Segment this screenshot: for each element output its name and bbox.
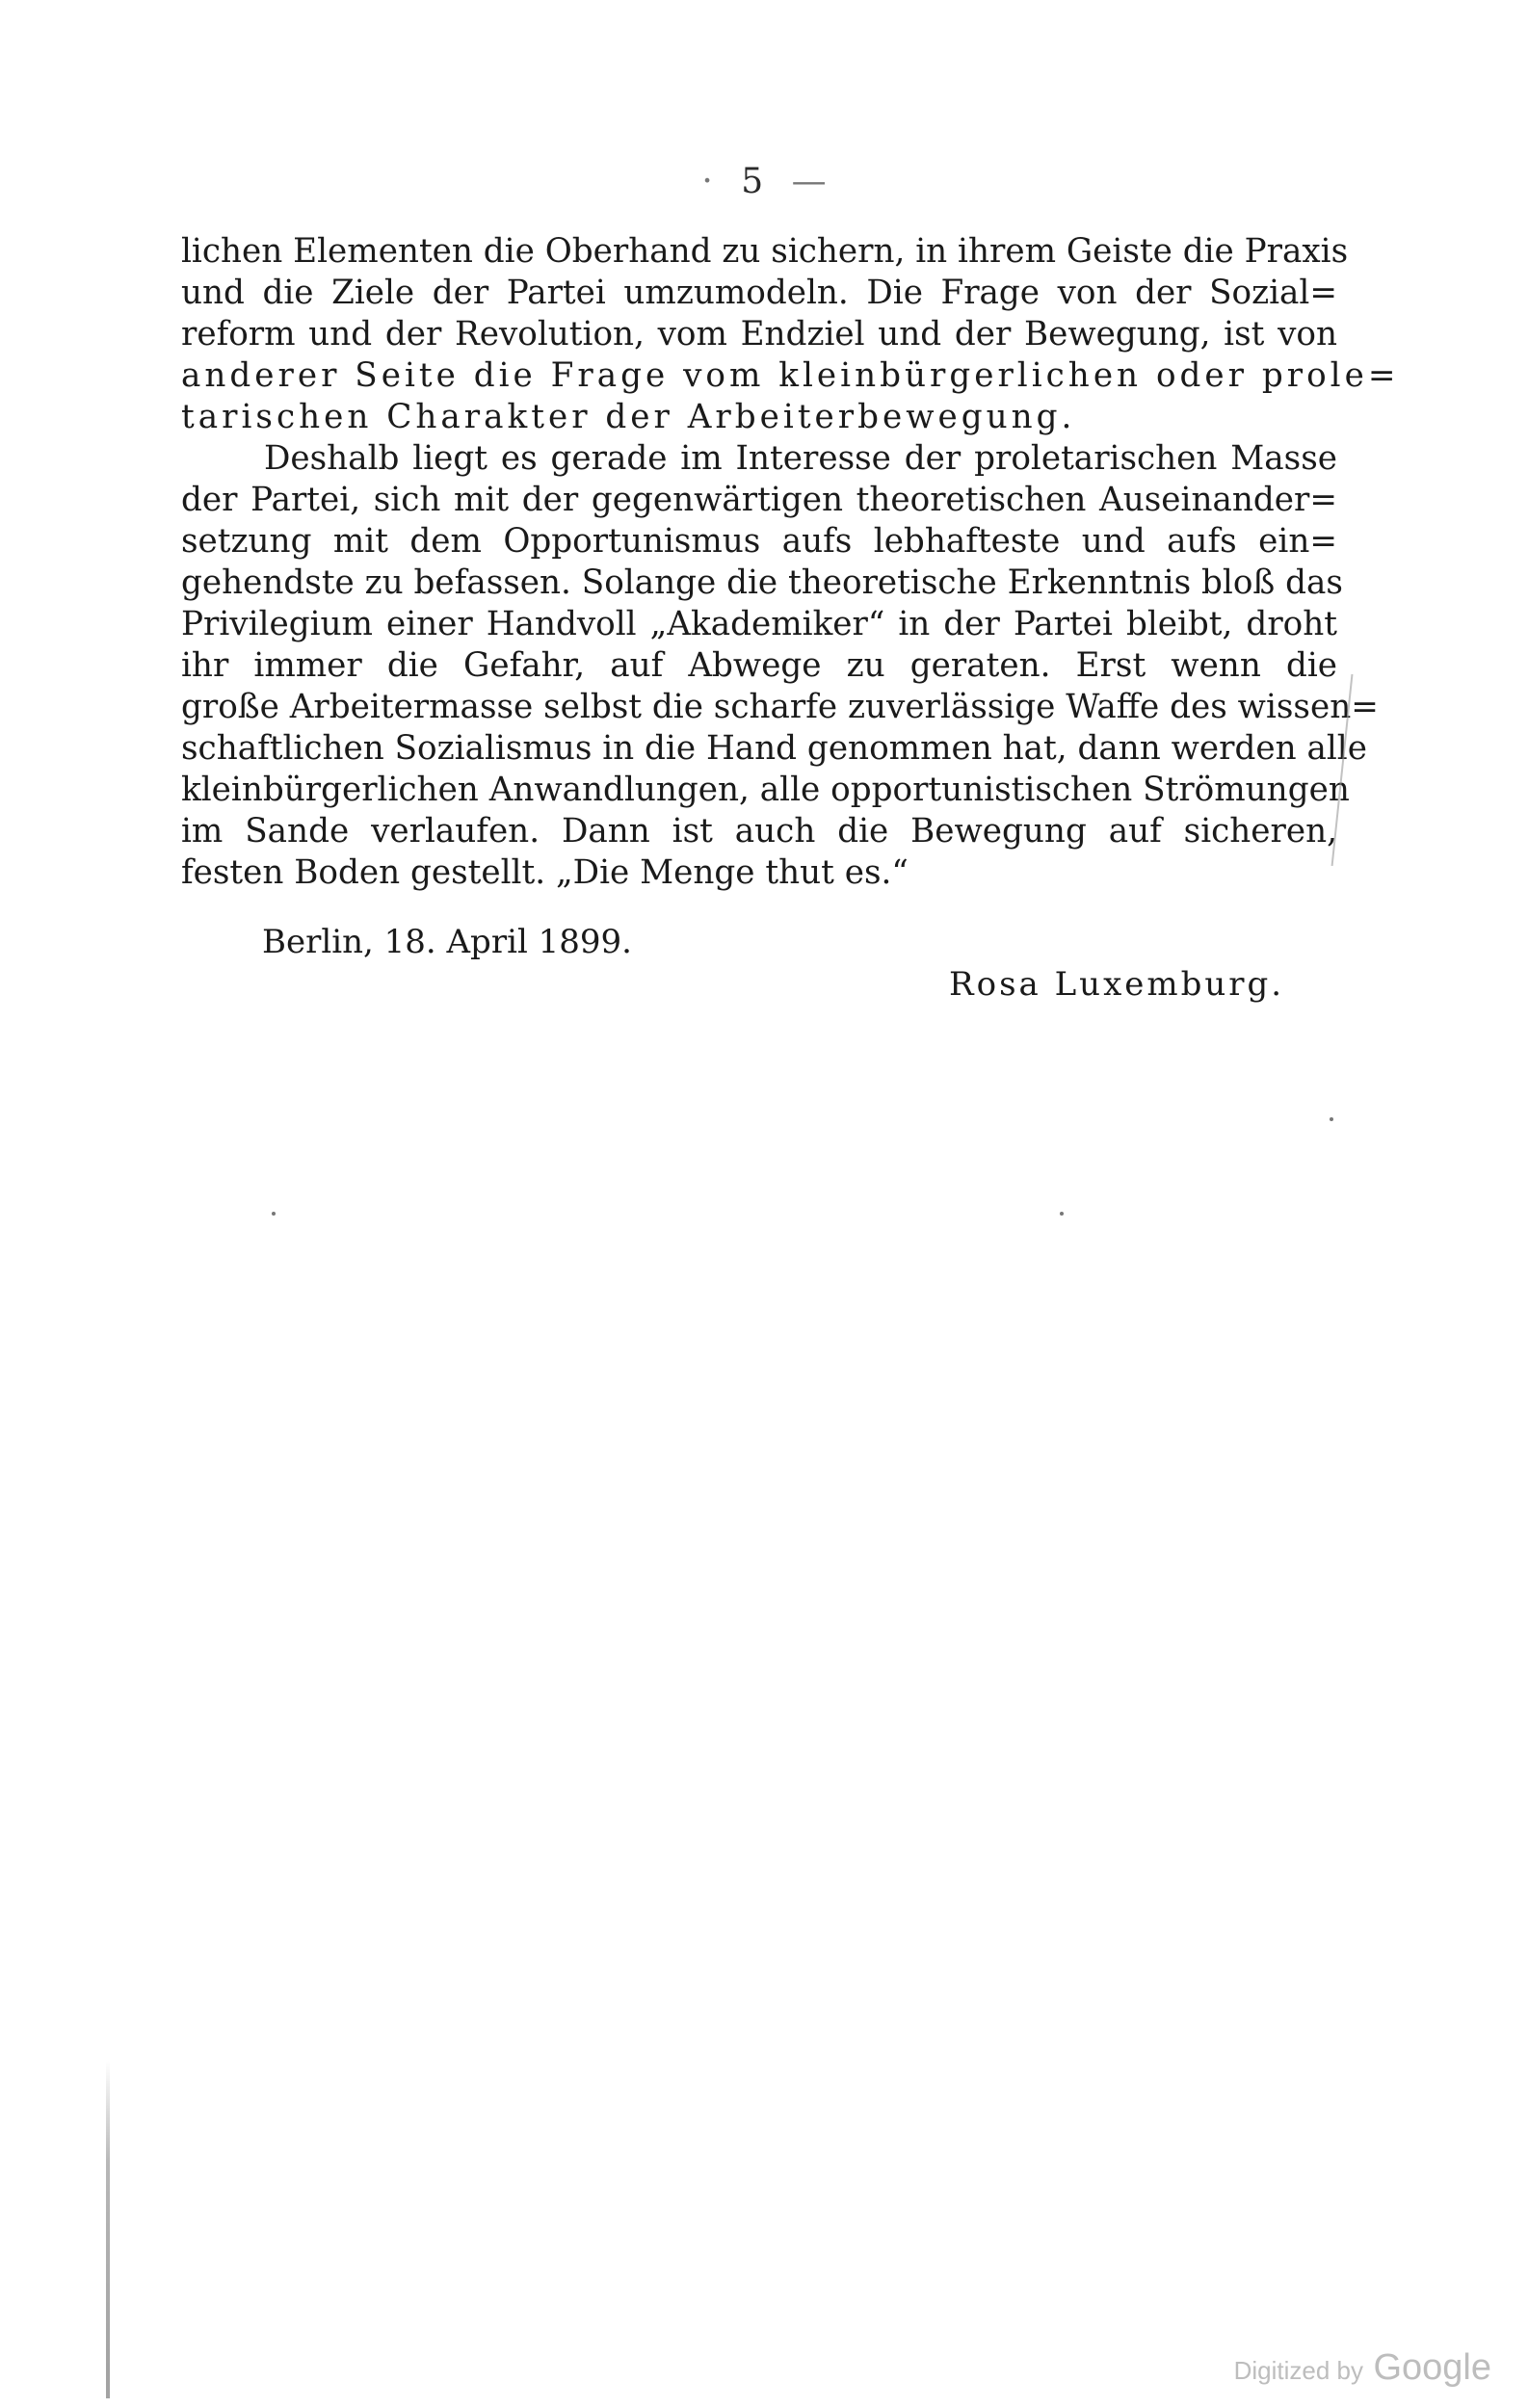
- text-line: schaftlichen Sozialismus in die Hand genommen hat, dann werden alle: [181, 729, 1367, 768]
- text-line: große Arbeitermasse selbst die scharfe zuverlässige Waffe des wissen=: [181, 688, 1379, 726]
- scan-speck: [1060, 1212, 1064, 1216]
- text-line: lichen Elementen die Oberhand zu sichern, in ihrem Geiste die Praxis: [181, 232, 1349, 271]
- text-line: ihr immer die Gefahr, auf Abwege zu geraten. Erst wenn die: [181, 646, 1337, 685]
- body-text: [181, 231, 1400, 894]
- text-line: festen Boden gestellt. „Die Menge thut es.“: [181, 853, 909, 892]
- page-number-dash-left: ·: [701, 162, 713, 201]
- text-line: tarischen Charakter der Arbeiterbewegung.: [181, 398, 1076, 436]
- text-line: reform und der Revolution, vom Endziel und der Bewegung, ist von: [181, 315, 1337, 353]
- scan-edge-artifact: [106, 2061, 110, 2398]
- text-line: kleinbürgerlichen Anwandlungen, alle opportunistischen Strömungen: [181, 771, 1350, 809]
- text-line: Privilegium einer Handvoll „Akademiker“ in der Partei bleibt, droht: [181, 605, 1337, 643]
- page-number-dash-right: —: [791, 162, 827, 201]
- paragraph-1: [181, 231, 1400, 438]
- watermark-prefix: Digitized by: [1233, 2356, 1363, 2385]
- text-line: und die Ziele der Partei umzumodeln. Die Frage von der Sozial=: [181, 274, 1337, 312]
- page-number-value: 5: [741, 162, 764, 201]
- text-line: im Sande verlaufen. Dann ist auch die Bewegung auf sicheren,: [181, 812, 1337, 851]
- page-number: [0, 162, 1528, 201]
- text-line: Deshalb liegt es gerade im Interesse der proletarischen Masse: [264, 439, 1337, 478]
- text-line: der Partei, sich mit der gegenwärtigen theoretischen Auseinander=: [181, 481, 1337, 519]
- watermark-brand: Google: [1373, 2347, 1491, 2388]
- scan-speck: [1330, 1117, 1333, 1121]
- scan-speck: [272, 1212, 276, 1216]
- text-line: anderer Seite die Frage vom kleinbürgerlichen oder prole=: [181, 356, 1400, 395]
- signature: Rosa Luxemburg.: [949, 965, 1285, 1004]
- dateline: Berlin, 18. April 1899.: [262, 923, 632, 961]
- text-line: setzung mit dem Opportunismus aufs lebhafteste und aufs ein=: [181, 522, 1337, 561]
- text-line: gehendste zu befassen. Solange die theoretische Erkenntnis bloß das: [181, 563, 1343, 602]
- digitized-watermark: [1234, 2347, 1491, 2389]
- paragraph-2: [181, 438, 1379, 894]
